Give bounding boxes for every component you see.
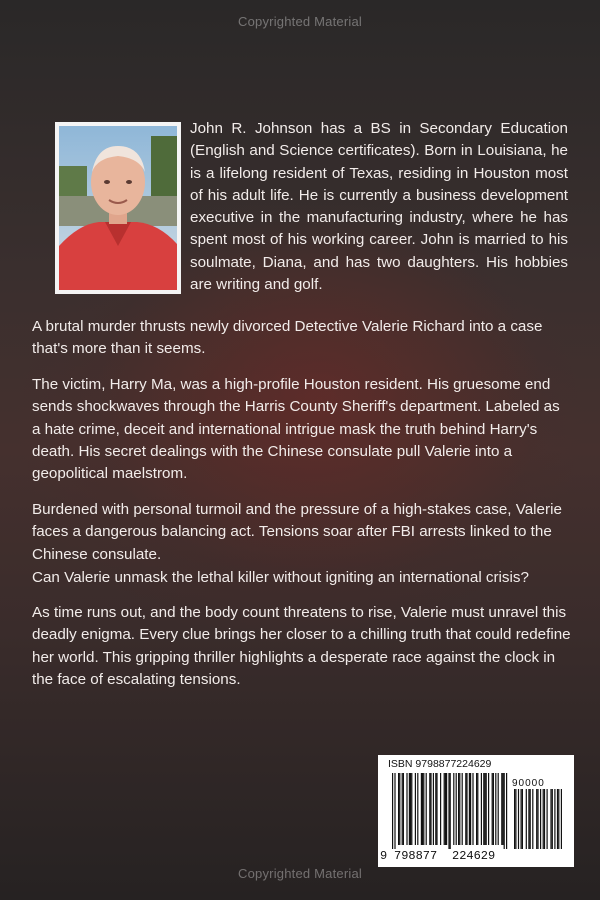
watermark-top: Copyrighted Material: [238, 14, 362, 29]
barcode-addon-bar: [552, 789, 553, 849]
barcode-addon-bar: [521, 789, 522, 849]
barcode-addon-bar: [561, 789, 562, 849]
barcode-digits-group-1: 798877: [394, 849, 438, 863]
barcode-addon-bar: [528, 789, 529, 849]
barcode-bar: [415, 773, 416, 845]
barcode-bar: [448, 773, 449, 849]
barcode-addon-bar: [554, 789, 555, 849]
barcode-bar: [476, 773, 477, 845]
barcode-bar: [411, 773, 412, 845]
barcode-bar: [410, 773, 411, 845]
barcode-bar: [394, 773, 395, 849]
barcode-addon-bar: [540, 789, 541, 849]
barcode-addon-bar: [536, 789, 537, 849]
blurb-paragraph-3: Burdened with personal turmoil and the pressure of a high-stakes case, Valerie faces a dangerous balancing act. Tensions soar after FBI arrests linked to the Chinese consulate.: [32, 501, 562, 563]
barcode-bar: [459, 773, 460, 845]
blurb-paragraph-2: The victim, Harry Ma, was a high-profile Houston resident. His gruesome end sends shockwaves through the Harris County Sheriff's department. Labeled as a hate crime, deceit and international intrigue mask the truth behind Harry's death. His secret dealings with the Chinese consulate pull Valerie into a geopolitical maelstrom.: [32, 376, 560, 483]
barcode-bar: [450, 773, 451, 849]
barcode-bar: [458, 773, 459, 845]
barcode-bar: [466, 773, 467, 845]
barcode-addon-bar: [544, 789, 545, 849]
barcode-bar: [440, 773, 441, 845]
barcode-bar: [444, 773, 445, 845]
barcode-addon-bar: [532, 789, 533, 849]
barcode-addon-bar: [530, 789, 531, 849]
barcode-bar: [417, 773, 418, 845]
barcode-bar: [501, 773, 502, 845]
barcode-bar: [406, 773, 407, 845]
barcode-bar: [453, 773, 454, 845]
author-bio: John R. Johnson has a BS in Secondary Education (English and Science certificates). Born in Louisiana, he is a lifelong resident of Texas, residing in Houston most of his adult life. He is currently a business development executive in the manufacturing industry, where he has spent most of his working career. John is married to his soulmate, Diana, and has two daughters. His hobbies are writing and golf.: [190, 120, 568, 294]
barcode-bar: [423, 773, 424, 845]
barcode-bar: [462, 773, 463, 845]
barcode-addon-bar: [514, 789, 515, 849]
barcode-bar: [488, 773, 489, 845]
barcode-bar: [493, 773, 494, 845]
barcode-bar: [433, 773, 434, 845]
barcode-bar: [472, 773, 473, 845]
barcode-addon-bar: [537, 789, 538, 849]
barcode-bar: [435, 773, 436, 845]
author-photo: [55, 122, 181, 294]
barcode-digits-group-2: 224629: [452, 849, 496, 863]
barcode-bar: [409, 773, 410, 845]
barcode-bar: [492, 773, 493, 845]
barcode-bar: [392, 773, 393, 849]
barcode-bar: [398, 773, 399, 845]
barcode-bar: [430, 773, 431, 845]
barcode-bar: [498, 773, 499, 845]
barcode-addon-bar: [550, 789, 551, 849]
barcode-bar: [456, 773, 457, 845]
barcode-bar: [495, 773, 496, 845]
barcode-bar: [403, 773, 404, 845]
price-code: 90000: [512, 778, 545, 789]
barcode-addon-bar: [515, 789, 516, 849]
author-portrait-icon: [59, 126, 177, 290]
barcode-bar: [402, 773, 403, 845]
barcode-bar: [421, 773, 422, 845]
barcode-bar: [486, 773, 487, 845]
barcode-bar: [481, 773, 482, 845]
isbn-label: ISBN 9798877224629: [388, 758, 492, 770]
blurb-paragraph-4: Can Valerie unmask the lethal killer without igniting an international crisis?: [32, 569, 529, 586]
barcode-bar: [470, 773, 471, 845]
isbn-barcode: [378, 755, 574, 867]
barcode-bar: [436, 773, 437, 845]
barcode-bar: [429, 773, 430, 845]
barcode-bar: [426, 773, 427, 845]
barcode-bar: [484, 773, 485, 845]
blurb-paragraph-5: As time runs out, and the body count threatens to rise, Valerie must unravel this deadly enigma. Every clue brings her closer to a chilling truth that could redefine her world. This gripping thriller highlights a desperate race against the clock in the face of escalating tensions.: [32, 604, 571, 688]
watermark-bottom: Copyrighted Material: [238, 866, 362, 881]
barcode-addon-bar: [522, 789, 523, 849]
blurb-paragraph-1: A brutal murder thrusts newly divorced Detective Valerie Richard into a case that's more than it seems.: [32, 318, 543, 358]
barcode-bar: [483, 773, 484, 845]
barcode-bar: [465, 773, 466, 845]
barcode-addon-bar: [547, 789, 548, 849]
barcode-bar: [506, 773, 507, 849]
barcode-addon-bar: [526, 789, 527, 849]
barcode-bar: [446, 773, 447, 845]
barcode-lead-digit: 9: [380, 849, 388, 863]
barcode-bar: [469, 773, 470, 845]
barcode-bar: [477, 773, 478, 845]
barcode-bar: [504, 773, 505, 849]
barcode-addon-bar: [518, 789, 519, 849]
barcode-bar: [445, 773, 446, 845]
barcode-bar: [399, 773, 400, 845]
barcode-addon-bar: [543, 789, 544, 849]
barcode-bar: [502, 773, 503, 845]
barcode-addon-bar: [558, 789, 559, 849]
barcode-addon-bar: [557, 789, 558, 849]
barcode-bar: [422, 773, 423, 845]
